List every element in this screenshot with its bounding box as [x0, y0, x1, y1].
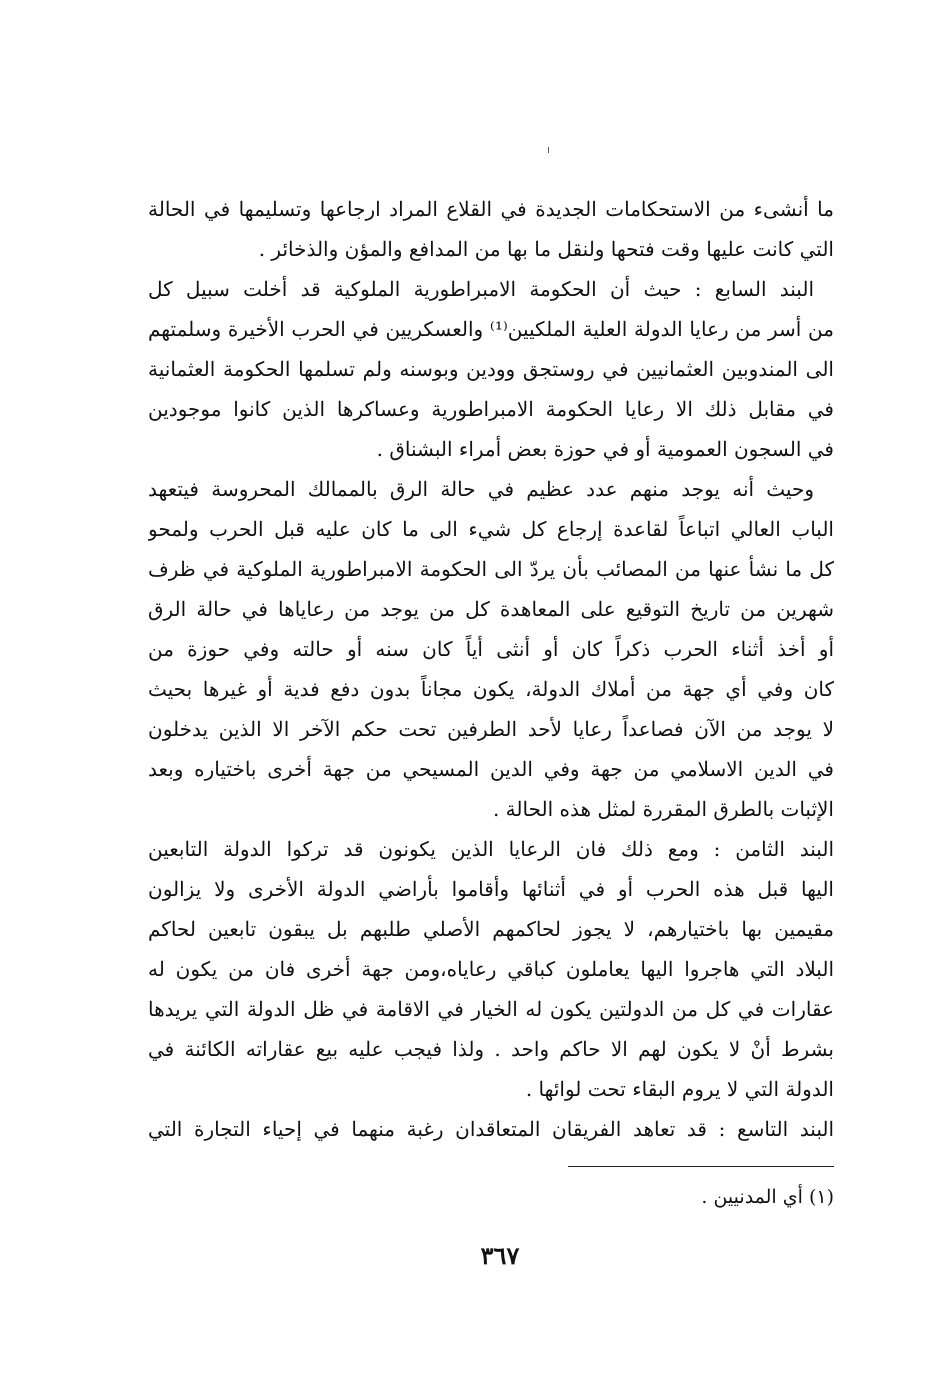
page-number: ٣٦٧ — [480, 1241, 520, 1270]
text-line: كل ما نشأ عنها من المصائب بأن يردّ الى الحكومة الامبراطورية الملوكية في ظرف — [148, 557, 834, 581]
text-line: التي كانت عليها وقت فتحها ولنقل ما بها من المدافع والمؤن والذخائر . — [258, 237, 834, 261]
text-line: بشرط أنْ لا يكون لهم الا حاكم واحد . ولذا فيجب عليه بيع عقاراته الكائنة في — [148, 1037, 834, 1061]
text-line: ما أنشىء من الاستحكامات الجديدة في القلاع المراد ارجاعها وتسليمها في الحالة — [148, 197, 834, 221]
text-line: في مقابل ذلك الا رعايا الحكومة الامبراطورية وعساكرها الذين كانوا موجودين — [148, 397, 834, 421]
text-line: من أسر من رعايا الدولة العلية الملكيين⁽¹⁾ والعسكريين في الحرب الأخيرة وسلمتهم — [148, 317, 834, 341]
text-line: وحيث أنه يوجد منهم عدد عظيم في حالة الرق بالممالك المحروسة فيتعهد — [148, 477, 814, 501]
footnote: (١) أي المدنيين . — [701, 1186, 834, 1208]
scan-mark — [548, 147, 549, 153]
text-line: كان وفي أي جهة من أملاك الدولة، يكون مجاناً بدون دفع فدية أو غيرها بحيث — [148, 677, 834, 701]
text-line: الباب العالي اتباعاً لقاعدة إرجاع كل شيء الى ما كان عليه قبل الحرب ولمحو — [148, 517, 834, 541]
text-line: مقيمين بها باختيارهم، لا يجوز لحاكمهم الأصلي طلبهم بل يبقون تابعين لحاكم — [148, 917, 834, 941]
text-line: اليها قبل هذه الحرب أو في أثنائها وأقاموا بأراضي الدولة الأخرى ولا يزالون — [148, 877, 834, 901]
text-line: شهرين من تاريخ التوقيع على المعاهدة كل من يوجد من رعاياها في حالة الرق — [148, 597, 834, 621]
text-line: الإثبات بالطرق المقررة لمثل هذه الحالة . — [492, 797, 834, 821]
text-line: في الدين الاسلامي من جهة وفي الدين المسيحي من جهة أخرى باختياره وبعد — [148, 757, 834, 781]
text-line: البند السابع : حيث أن الحكومة الامبراطورية الملوكية قد أخلت سبيل كل — [148, 277, 814, 301]
text-line: الدولة التي لا يروم البقاء تحت لوائها . — [525, 1077, 834, 1101]
text-line: عقارات في كل من الدولتين يكون له الخيار في الاقامة في ظل الدولة التي يريدها — [148, 997, 834, 1021]
text-line: أو أخذ أثناء الحرب ذكراً كان أو أنثى أياً كان سنه أو حالته وفي حوزة من — [148, 637, 834, 661]
text-line: البلاد التي هاجروا اليها يعاملون كباقي رعاياه،ومن جهة أخرى فان من يكون له — [148, 957, 834, 981]
text-line: لا يوجد من الآن فصاعداً رعايا لأحد الطرفين تحت حكم الآخر الا الذين يدخلون — [148, 717, 834, 741]
text-line: الى المندوبين العثمانيين في روستجق وودين وبوسنه ولم تسلمها الحكومة العثمانية — [148, 357, 834, 381]
text-line: البند التاسع : قد تعاهد الفريقان المتعاقدان رغبة منهما في إحياء التجارة التي — [148, 1117, 834, 1141]
text-line: في السجون العمومية أو في حوزة بعض أمراء البشناق . — [376, 437, 834, 461]
text-line: البند الثامن : ومع ذلك فان الرعايا الذين يكونون قد تركوا الدولة التابعين — [148, 837, 834, 861]
footnote-separator — [568, 1166, 834, 1167]
